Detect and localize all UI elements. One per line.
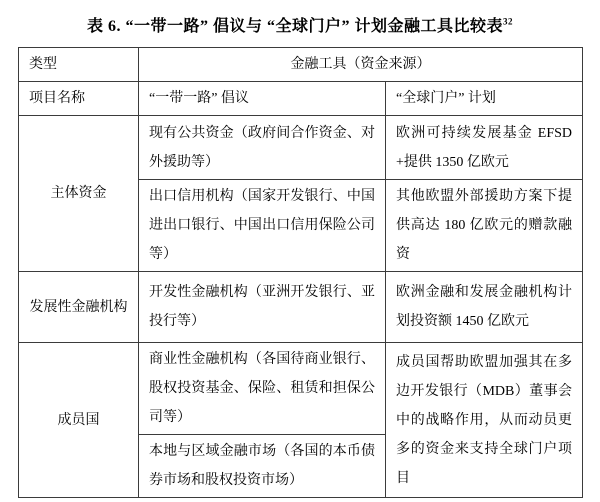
header-row-project bbox=[19, 82, 583, 116]
cell-bri-development-fi: 开发性金融机构（亚洲开发银行、亚投行等） bbox=[139, 272, 386, 343]
cell-gateway-efsd: 欧洲可持续发展基金 EFSD+提供 1350 亿欧元 bbox=[386, 116, 583, 180]
cell-bri-public-funds: 现有公共资金（政府间合作资金、对外援助等） bbox=[139, 116, 386, 180]
cell-category-development-fi: 发展性金融机构 bbox=[19, 272, 139, 343]
cell-category-member-states: 成员国 bbox=[19, 343, 139, 498]
footnote-superscript: 32 bbox=[503, 16, 513, 27]
cell-type-label: 类型 bbox=[19, 48, 139, 82]
comparison-table bbox=[18, 47, 583, 498]
cell-financial-tools-header: 金融工具（资金来源） bbox=[139, 48, 583, 82]
cell-bri-export-credit: 出口信用机构（国家开发银行、中国进出口银行、中国出口信用保险公司等） bbox=[139, 180, 386, 272]
table-row-development-fi bbox=[19, 272, 583, 343]
table-title-text: 表 6. “一带一路” 倡议与 “全球门户” 计划金融工具比较表 bbox=[86, 18, 503, 35]
header-row-type bbox=[19, 48, 583, 82]
table-title bbox=[0, 0, 600, 36]
cell-bri-local-markets: 本地与区域金融市场（各国的本币债券市场和股权投资市场） bbox=[139, 435, 386, 498]
cell-bri-header: “一带一路” 倡议 bbox=[139, 82, 386, 116]
cell-gateway-header: “全球门户” 计划 bbox=[386, 82, 583, 116]
cell-gateway-grants: 其他欧盟外部援助方案下提供高达 180 亿欧元的赠款融资 bbox=[386, 180, 583, 272]
table-row-public-funds bbox=[19, 116, 583, 180]
cell-bri-commercial-fi: 商业性金融机构（各国待商业银行、股权投资基金、保险、租赁和担保公司等） bbox=[139, 343, 386, 435]
cell-gateway-member-states: 成员国帮助欧盟加强其在多边开发银行（MDB）董事会中的战略作用，从而动员更多的资金来支持全球门户项目 bbox=[386, 343, 583, 498]
cell-project-name-label: 项目名称 bbox=[19, 82, 139, 116]
table-row-commercial-fi bbox=[19, 343, 583, 435]
cell-category-main-funds: 主体资金 bbox=[19, 116, 139, 272]
cell-gateway-investment: 欧洲金融和发展金融机构计划投资额 1450 亿欧元 bbox=[386, 272, 583, 343]
